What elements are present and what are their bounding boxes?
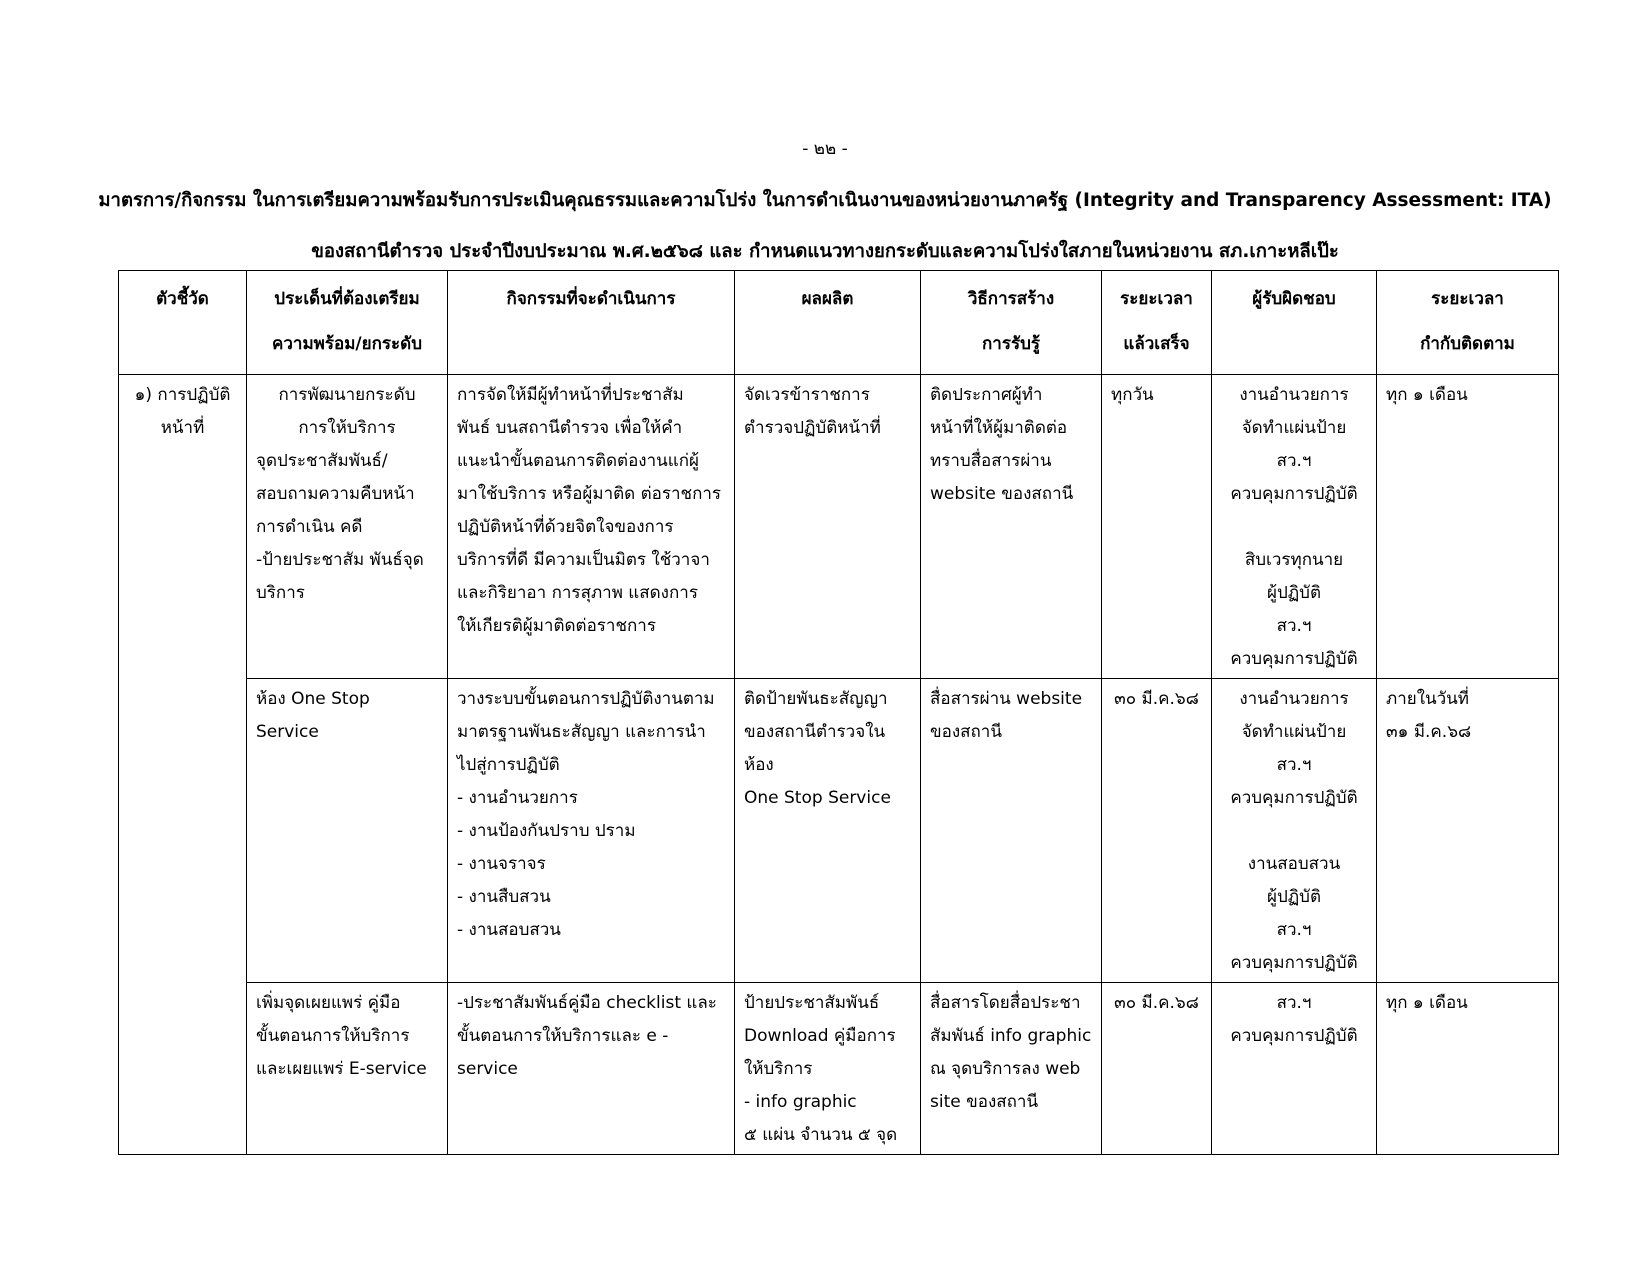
cell-line: ขั้นตอนการให้บริการและ e - — [457, 1026, 669, 1046]
line-gap — [1221, 511, 1367, 544]
cell-line: ๕ แผ่น จำนวน ๕ จุด — [744, 1125, 898, 1145]
cell-line: และเผยแพร่ E-service — [256, 1059, 427, 1079]
cell-line: ป้ายประชาสัมพันธ์ — [744, 993, 880, 1013]
cell-line: บริการที่ดี มีความเป็นมิตร ใช้วาจา — [457, 550, 710, 570]
cell-line: หน้าที่ให้ผู้มาติดต่อ — [930, 418, 1068, 438]
cell-line: - งานสืบสวน — [457, 887, 551, 907]
cell-line: ๓๑ มี.ค.๖๘ — [1386, 722, 1472, 742]
cell-line: ณ จุดบริการลง web — [930, 1059, 1081, 1079]
cell-line: สว.ฯ — [1276, 755, 1312, 775]
page-number: - ๒๒ - — [802, 139, 848, 159]
ita-measures-table — [118, 270, 1559, 1155]
header-activity: กิจกรรมที่จะดำเนินการ — [448, 271, 735, 375]
cell-line: แนะนำขั้นตอนการติดต่องานแก่ผู้ — [457, 451, 699, 471]
cell-line: และกิริยาอา การสุภาพ แสดงการ — [457, 583, 698, 603]
cell-line: ๓๐ มี.ค.๖๘ — [1114, 689, 1199, 709]
cell-line: ควบคุมการปฏิบัติ — [1230, 953, 1358, 973]
cell-indicator — [119, 375, 247, 1155]
cell-line: ให้บริการ — [744, 1059, 813, 1079]
cell-activity — [448, 983, 735, 1155]
cell-line: ตำรวจปฏิบัติหน้าที่ — [744, 418, 881, 438]
cell-output — [735, 679, 921, 983]
cell-line: ทุกวัน — [1111, 385, 1154, 405]
cell-line: ของสถานีตำรวจใน — [744, 722, 886, 742]
cell-line: จัดทำแผ่นป้าย — [1241, 722, 1347, 742]
cell-line: ๑) การปฏิบัติ — [134, 385, 231, 405]
cell-line: จุดประชาสัมพันธ์/ — [256, 451, 388, 471]
cell-activity — [448, 375, 735, 679]
cell-line: ปฏิบัติหน้าที่ด้วยจิตใจของการ — [457, 517, 674, 537]
header-deadline: ระยะเวลา แล้วเสร็จ — [1102, 271, 1212, 375]
cell-line: ขั้นตอนการให้บริการ — [256, 1026, 410, 1046]
cell-line: One Stop Service — [744, 788, 891, 808]
cell-line: จัดเวรข้าราชการ — [744, 385, 870, 405]
cell-line: สว.ฯ — [1276, 993, 1312, 1013]
cell-responsible — [1212, 375, 1377, 679]
line-gap — [1221, 815, 1367, 848]
header-issue: ประเด็นที่ต้องเตรียม ความพร้อม/ยกระดับ — [247, 271, 448, 375]
cell-line: เพิ่มจุดเผยแพร่ คู่มือ — [256, 993, 401, 1013]
table-header-row — [119, 271, 1559, 375]
cell-line: หน้าที่ — [160, 418, 205, 438]
cell-line: การดำเนิน คดี — [256, 517, 363, 537]
cell-line: สว.ฯ — [1276, 920, 1312, 940]
cell-line: ทุก ๑ เดือน — [1386, 993, 1468, 1013]
cell-line: - งานอำนวยการ — [457, 788, 578, 808]
cell-line: ควบคุมการปฏิบัติ — [1230, 788, 1358, 808]
cell-line: จัดทำแผ่นป้าย — [1241, 418, 1347, 438]
header-responsible: ผู้รับผิดชอบ — [1212, 271, 1377, 375]
cell-line: website ของสถานี — [930, 484, 1074, 504]
cell-line: - info graphic — [744, 1092, 857, 1112]
cell-line: สัมพันธ์ info graphic — [930, 1026, 1092, 1046]
cell-monitor — [1377, 679, 1559, 983]
cell-line: งานอำนวยการ — [1239, 689, 1349, 709]
cell-line: มาใช้บริการ หรือผู้มาติด ต่อราชการ — [457, 484, 722, 504]
table-row — [119, 983, 1559, 1155]
cell-deadline — [1102, 983, 1212, 1155]
cell-output — [735, 983, 921, 1155]
cell-issue — [247, 679, 448, 983]
cell-line: ให้เกียรติผู้มาติดต่อราชการ — [457, 616, 656, 636]
cell-activity — [448, 679, 735, 983]
cell-line: ภายในวันที่ — [1386, 689, 1470, 709]
cell-line: ทราบสื่อสารผ่าน — [930, 451, 1052, 471]
cell-monitor — [1377, 983, 1559, 1155]
cell-issue — [247, 375, 448, 679]
cell-line: ติดประกาศผู้ทำ — [930, 385, 1043, 405]
document-title-line2: ของสถานีตำรวจ ประจำปีงบประมาณ พ.ศ.๒๕๖๘ และ กำหนดแนวทางยกระดับและความโปร่งใสภายในหน่วยงาน สภ.เกาะหลีเป๊ะ — [311, 241, 1339, 262]
cell-responsible — [1212, 983, 1377, 1155]
header-awareness: วิธีการสร้าง การรับรู้ — [921, 271, 1102, 375]
table-row — [119, 679, 1559, 983]
cell-line: วางระบบขั้นตอนการปฏิบัติงานตาม — [457, 689, 715, 709]
cell-output — [735, 375, 921, 679]
cell-line: Service — [256, 722, 319, 742]
cell-monitor — [1377, 375, 1559, 679]
cell-line: ผู้ปฏิบัติ — [1267, 887, 1321, 907]
cell-deadline — [1102, 375, 1212, 679]
cell-awareness — [921, 679, 1102, 983]
cell-line: มาตรฐานพันธะสัญญา และการนำ — [457, 722, 706, 742]
cell-line: Download คู่มือการ — [744, 1026, 896, 1046]
cell-line: ไปสู่การปฏิบัติ — [457, 755, 560, 775]
cell-line: งานสอบสวน — [1247, 854, 1341, 874]
cell-line: ห้อง — [744, 755, 774, 775]
header-output: ผลผลิต — [735, 271, 921, 375]
cell-line: - งานจราจร — [457, 854, 546, 874]
cell-line: -ป้ายประชาสัม พันธ์จุด — [256, 550, 424, 570]
cell-line: สื่อสารผ่าน website — [930, 689, 1083, 709]
document-title-line1: มาตรการ/กิจกรรม ในการเตรียมความพร้อมรับการประเมินคุณธรรมและความโปร่ง ในการดำเนินงานของหน่วยงานภาครัฐ (Integrity and Transparency Assessment: ITA) — [98, 190, 1552, 211]
cell-line: -ประชาสัมพันธ์คู่มือ checklist และ — [457, 993, 717, 1013]
cell-line: สื่อสารโดยสื่อประชา — [930, 993, 1081, 1013]
cell-line: ผู้ปฏิบัติ — [1267, 583, 1321, 603]
cell-line: บริการ — [256, 583, 305, 603]
cell-line: ควบคุมการปฏิบัติ — [1230, 484, 1358, 504]
cell-awareness — [921, 375, 1102, 679]
cell-line: site ของสถานี — [930, 1092, 1039, 1112]
cell-line: ควบคุมการปฏิบัติ — [1230, 649, 1358, 669]
cell-line: ติดป้ายพันธะสัญญา — [744, 689, 888, 709]
table-row — [119, 375, 1559, 679]
cell-line: ควบคุมการปฏิบัติ — [1230, 1026, 1358, 1046]
cell-deadline — [1102, 679, 1212, 983]
cell-responsible — [1212, 679, 1377, 983]
header-indicator: ตัวชี้วัด — [119, 271, 247, 375]
cell-line: สิบเวรทุกนาย — [1244, 550, 1344, 570]
cell-line: - งานสอบสวน — [457, 920, 561, 940]
cell-line: การพัฒนายกระดับ — [278, 385, 416, 405]
cell-line: งานอำนวยการ — [1239, 385, 1349, 405]
cell-line: การให้บริการ — [298, 418, 396, 438]
cell-line: สว.ฯ — [1276, 616, 1312, 636]
cell-awareness — [921, 983, 1102, 1155]
cell-line: พันธ์ บนสถานีตำรวจ เพื่อให้คำ — [457, 418, 683, 438]
cell-line: ทุก ๑ เดือน — [1386, 385, 1468, 405]
cell-line: ห้อง One Stop — [256, 689, 370, 709]
cell-line: - งานป้องกันปราบ ปราม — [457, 821, 636, 841]
cell-line: service — [457, 1059, 518, 1079]
header-monitor: ระยะเวลา กำกับติดตาม — [1377, 271, 1559, 375]
cell-line: การจัดให้มีผู้ทำหน้าที่ประชาสัม — [457, 385, 684, 405]
cell-issue — [247, 983, 448, 1155]
cell-line: ของสถานี — [930, 722, 1002, 742]
cell-line: ๓๐ มี.ค.๖๘ — [1114, 993, 1199, 1013]
cell-line: สว.ฯ — [1276, 451, 1312, 471]
cell-line: สอบถามความคืบหน้า — [256, 484, 415, 504]
